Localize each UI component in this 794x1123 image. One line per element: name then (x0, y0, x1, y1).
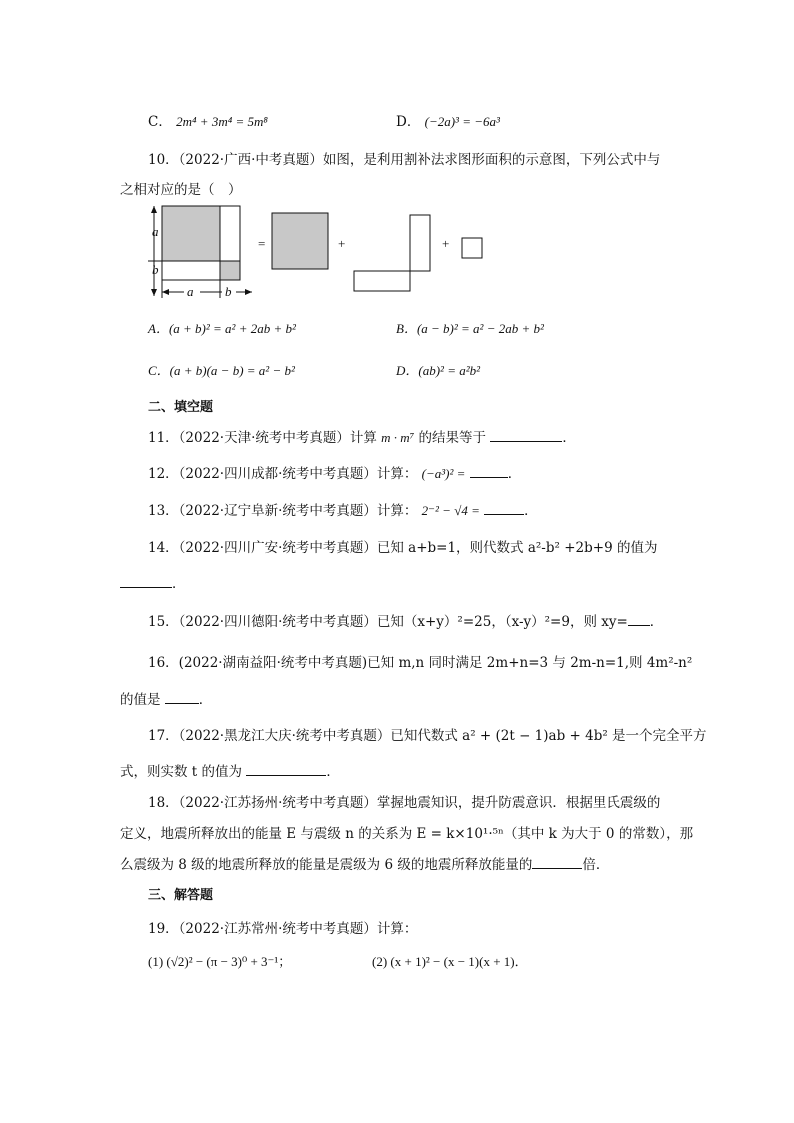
q15-end: ． (649, 614, 664, 630)
q9-option-d-math: (−2a)³ = −6a³ (424, 114, 500, 129)
q11-end: ． (562, 430, 576, 446)
section-fill-in-title: 二、填空题 (148, 400, 214, 415)
q11-tail: 的结果等于 (418, 430, 487, 446)
q12-math: (−a³)² = (421, 466, 466, 481)
q17-line1: 17．（2022·黑龙江大庆·统考中考真题）已知代数式 a² + (2t − 1)ab + 4b² 是一个完全平方 (148, 728, 707, 744)
q18-end: 倍． (582, 857, 610, 873)
q16-line2 (120, 688, 212, 708)
q10-option-b: B．(a − b)² = a² − 2ab + b² (396, 321, 544, 336)
q18-line2: 定义，地震所释放出的能量 E 与震级 n 的关系为 E = k×10¹·⁵ⁿ（其中 k 为大于 0 的常数），那 (120, 826, 694, 842)
q10-stem-line1: 10．（2022·广西·中考真题）如图，是利用割补法求图形面积的示意图，下列公式中与 (148, 152, 661, 168)
q9-option-c (148, 110, 268, 130)
q9-option-d (396, 110, 500, 130)
q19-stem: 19．（2022·江苏常州·统考中考真题）计算： (148, 921, 418, 937)
fig-plus1: + (338, 236, 346, 251)
q15-answer-blank (628, 613, 650, 626)
q15-text: 15．（2022·四川德阳·统考中考真题）已知（x+y）²=25，（x-y）²=9，则 xy= (148, 614, 628, 630)
fig-l-horizontal (354, 271, 410, 291)
q12 (148, 462, 521, 482)
q11-math: m · m⁷ (381, 430, 415, 445)
q10-figure (140, 198, 500, 304)
fig-label-b: b (152, 262, 159, 277)
q13 (148, 499, 538, 519)
fig-plus2: + (442, 236, 450, 251)
q18-line1: 18．（2022·江苏扬州·统考中考真题）掌握地震知识，提升防震意识．根据里氏震级的 (148, 795, 661, 811)
fig-small-square (462, 238, 482, 258)
q18-line3 (120, 853, 609, 873)
fig-arrow-left (162, 289, 169, 295)
q16-answer-blank (165, 691, 199, 704)
q10-option-c: C．(a + b)(a − b) = a² − b² (148, 363, 295, 378)
fig-arrow-up (151, 206, 157, 213)
q16-end: ． (198, 692, 213, 708)
fig-arrow-right (245, 289, 252, 295)
fig-result-square (272, 213, 328, 269)
q10-option-a: A．(a + b)² = a² + 2ab + b² (148, 321, 296, 336)
fig-label-a-bottom: a (187, 284, 194, 299)
fig-l-vertical (410, 215, 430, 271)
fig-equals: = (258, 236, 266, 251)
q15 (148, 610, 663, 630)
q17-line2 (120, 760, 340, 780)
q19-part1: (1) (√2)² − (π − 3)⁰ + 3⁻¹； (148, 954, 292, 969)
q11-text: 11．（2022·天津·统考中考真题）计算 (148, 430, 377, 446)
q13-answer-blank (484, 502, 524, 515)
fig-arrow-down (151, 289, 157, 296)
q14-line1: 14．（2022·四川广安·统考中考真题）已知 a+b=1，则代数式 a²-b² +2b+9 的值为 (148, 540, 658, 556)
q12-answer-blank (470, 465, 508, 478)
q18-line3-text: 么震级为 8 级的地震所释放的能量是震级为 6 级的地震所释放能量的 (120, 857, 533, 873)
q17-answer-blank (246, 763, 326, 776)
fig-label-b-bottom: b (225, 284, 232, 299)
fig-square-b (220, 261, 240, 280)
q12-end: ． (507, 466, 522, 482)
q14-end: ． (172, 576, 186, 592)
q13-text: 13．（2022·辽宁阜新·统考中考真题）计算： (148, 503, 418, 519)
q17-line2-text: 式，则实数 t 的值为 (120, 764, 243, 780)
q11 (148, 426, 576, 446)
fig-rect-ab-horizontal (162, 261, 220, 280)
fig-rect-ab-vertical (220, 206, 240, 261)
q14-line2 (120, 572, 186, 592)
q12-text: 12．（2022·四川成都·统考中考真题）计算： (148, 466, 418, 482)
q18-answer-blank (532, 856, 582, 869)
q16-line2-text: 的值是 (120, 692, 161, 708)
q14-answer-blank (120, 575, 172, 588)
q17-end: ． (326, 764, 340, 780)
q11-answer-blank (490, 429, 562, 442)
section-answer-title: 三、解答题 (148, 888, 214, 903)
q9-option-c-math: 2m⁴ + 3m⁴ = 5m⁸ (176, 114, 268, 129)
q9-option-c-label: C． (148, 114, 172, 130)
q10-option-d: D．(ab)² = a²b² (396, 363, 481, 378)
fig-square-a (162, 206, 220, 261)
q13-end: ． (524, 503, 538, 519)
fig-label-a: a (152, 224, 159, 239)
q19-part2: (2) (x + 1)² − (x − 1)(x + 1)． (372, 954, 528, 969)
q10-stem-line2: 之相对应的是（ ） (120, 182, 242, 198)
q13-math: 2⁻² − √4 = (421, 503, 480, 518)
q9-option-d-label: D． (396, 114, 421, 130)
q16-line1: 16．(2022·湖南益阳·统考中考真题)已知 m,n 同时满足 2m+n=3 与 2m-n=1,则 4m²-n² (148, 655, 693, 671)
